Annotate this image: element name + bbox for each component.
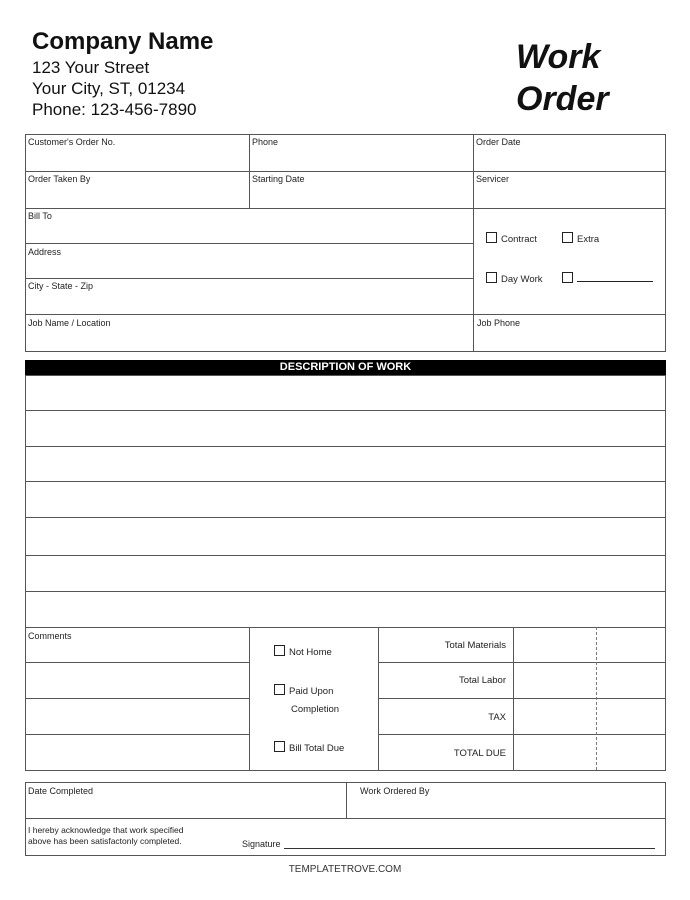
tax-label: TAX xyxy=(488,712,506,723)
acknowledgement-line1: I hereby acknowledge that work specified xyxy=(28,825,184,835)
title-line2: Order xyxy=(516,80,609,118)
extra-checkbox[interactable] xyxy=(562,232,599,245)
starting-date-field[interactable]: Starting Date xyxy=(252,174,305,184)
paid-upon-label: Paid Upon xyxy=(289,686,334,697)
job-name-location-field[interactable]: Job Name / Location xyxy=(28,318,111,328)
company-name: Company Name xyxy=(32,28,214,55)
signature-line[interactable] xyxy=(284,848,655,849)
day-work-label: Day Work xyxy=(501,274,543,285)
checkbox-icon xyxy=(274,741,285,752)
order-taken-by-field[interactable]: Order Taken By xyxy=(28,174,91,184)
bill-total-due-label: Bill Total Due xyxy=(289,743,345,754)
job-phone-field[interactable]: Job Phone xyxy=(477,318,521,328)
footer-text: TEMPLATETROVE.COM xyxy=(288,864,402,875)
order-date-field[interactable]: Order Date xyxy=(476,137,521,147)
checkbox-icon xyxy=(562,272,573,283)
contract-checkbox[interactable] xyxy=(486,232,537,245)
description-of-work-area[interactable] xyxy=(25,375,666,771)
city-state-zip-field[interactable]: City - State - Zip xyxy=(28,281,94,291)
address-field[interactable]: Address xyxy=(28,247,62,257)
other-blank-line[interactable] xyxy=(577,281,653,282)
total-materials-label: Total Materials xyxy=(444,640,506,651)
checkbox-icon xyxy=(486,272,497,283)
paid-upon-completion-checkbox[interactable] xyxy=(274,684,333,697)
checkbox-icon xyxy=(274,684,285,695)
acknowledgement-line2: above has been satisfactonly completed. xyxy=(28,836,182,846)
not-home-label: Not Home xyxy=(289,647,332,658)
date-completed-field[interactable]: Date Completed xyxy=(28,786,94,796)
customers-order-no-field[interactable]: Customer's Order No. xyxy=(28,137,116,147)
company-street: 123 Your Street xyxy=(32,58,150,77)
page-title xyxy=(516,36,609,120)
servicer-field[interactable]: Servicer xyxy=(476,174,510,184)
day-work-checkbox[interactable] xyxy=(486,272,543,285)
total-labor-label: Total Labor xyxy=(458,675,506,686)
bill-total-due-checkbox[interactable] xyxy=(274,741,344,754)
bill-to-field[interactable]: Bill To xyxy=(28,211,52,221)
work-ordered-by-field[interactable]: Work Ordered By xyxy=(360,786,430,796)
completion-label: Completion xyxy=(291,704,340,715)
comments-field[interactable]: Comments xyxy=(28,631,72,641)
contract-label: Contract xyxy=(501,234,537,245)
checkbox-icon xyxy=(562,232,573,243)
signature-label: Signature xyxy=(242,839,281,849)
checkbox-icon xyxy=(274,645,285,656)
total-due-label: TOTAL DUE xyxy=(453,748,506,759)
company-phone: Phone: 123-456-7890 xyxy=(32,100,197,119)
description-header: DESCRIPTION OF WORK xyxy=(25,360,666,375)
checkbox-icon xyxy=(486,232,497,243)
extra-label: Extra xyxy=(577,234,600,245)
title-line1: Work xyxy=(516,38,601,76)
company-city: Your City, ST, 01234 xyxy=(32,79,186,98)
other-checkbox[interactable] xyxy=(562,272,653,285)
not-home-checkbox[interactable] xyxy=(274,645,332,658)
phone-field[interactable]: Phone xyxy=(252,137,279,147)
